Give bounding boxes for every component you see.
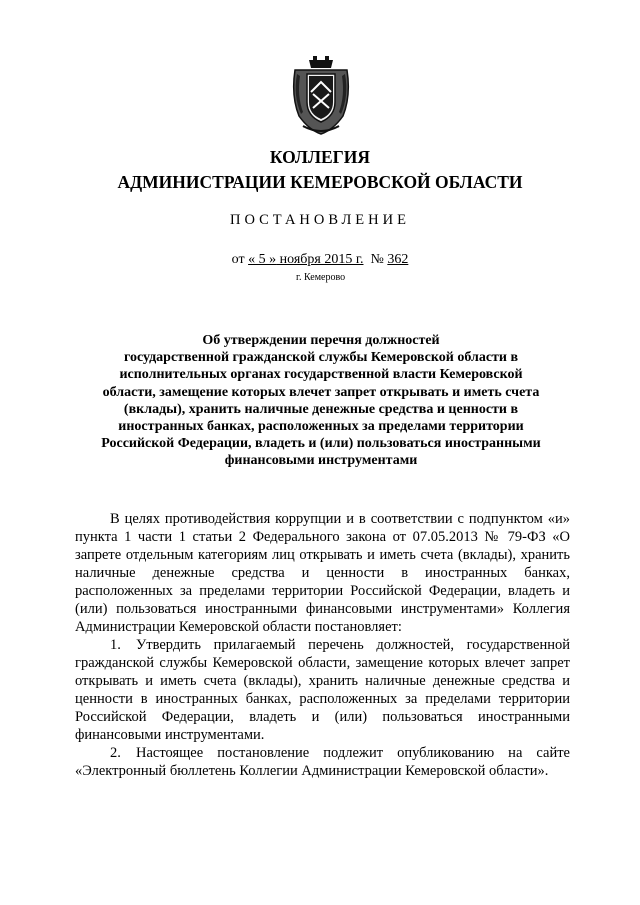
document-title xyxy=(75,332,567,470)
title-line: исполнительных органах государственной власти Кемеровской xyxy=(119,367,523,383)
date-month-year: ноября 2015 г. xyxy=(276,252,364,267)
preamble-paragraph: В целях противодействия коррупции и в соответствии с подпунктом «и» пункта 1 части 1 статьи 2 Федерального закона от 07.05.2013 № 79-ФЗ «О запрете отдельным категориям лиц открывать и иметь счета (вклады), хранить наличные денежные средства и ценности в иностранных банках, расположенных за пределами территории Российской Федерации, владеть и (или) пользоваться иностранными финансовыми инструментами» Коллегия Администрации Кемеровской области постановляет: xyxy=(75,511,570,635)
document-number: 362 xyxy=(387,252,409,267)
organization-name-line2: АДМИНИСТРАЦИИ КЕМЕРОВСКОЙ ОБЛАСТИ xyxy=(117,172,523,192)
item-number: 1. xyxy=(110,637,121,653)
organization-name-line1: КОЛЛЕГИЯ xyxy=(269,147,371,167)
title-line: Об утверждении перечня должностей xyxy=(202,333,440,348)
document-body xyxy=(75,510,570,780)
item-paragraph-2 xyxy=(75,744,570,780)
date-day: « 5 » xyxy=(248,252,277,267)
title-line: государственной гражданской службы Кемеровской области в xyxy=(123,350,519,366)
item-text: Настоящее постановление подлежит опубликованию на сайте «Электронный бюллетень Коллегии Администрации Кемеровской области». xyxy=(75,745,570,779)
title-line: иностранных банках, расположенных за пределами территории xyxy=(118,419,524,435)
number-sign: № xyxy=(370,252,384,267)
item-text: Утвердить прилагаемый перечень должностей, государственной гражданской службы Кемеровской области, замещение которых влечет запрет открывать и иметь счета (вклады), хранить наличные денежные средства и ценности в иностранных банках, расположенных за пределами территории Российской Федерации, владеть и (или) пользоваться иностранными финансовыми инструментами. xyxy=(75,637,570,743)
item-paragraph-1 xyxy=(75,636,570,744)
document-type: ПОСТАНОВЛЕНИЕ xyxy=(230,212,410,228)
item-number: 2. xyxy=(110,745,121,761)
title-line: области, замещение которых влечет запрет открывать и иметь счета xyxy=(102,384,540,400)
title-line: (вклады), хранить наличные денежные средства и ценности в xyxy=(123,401,519,417)
date-prefix: от xyxy=(231,252,245,267)
title-line: финансовыми инструментами xyxy=(224,453,418,469)
date-number-line xyxy=(0,252,640,268)
city-label: г. Кемерово xyxy=(296,272,346,283)
title-line: Российской Федерации, владеть и (или) пользоваться иностранными xyxy=(101,436,541,452)
coat-of-arms-emblem xyxy=(289,56,353,136)
